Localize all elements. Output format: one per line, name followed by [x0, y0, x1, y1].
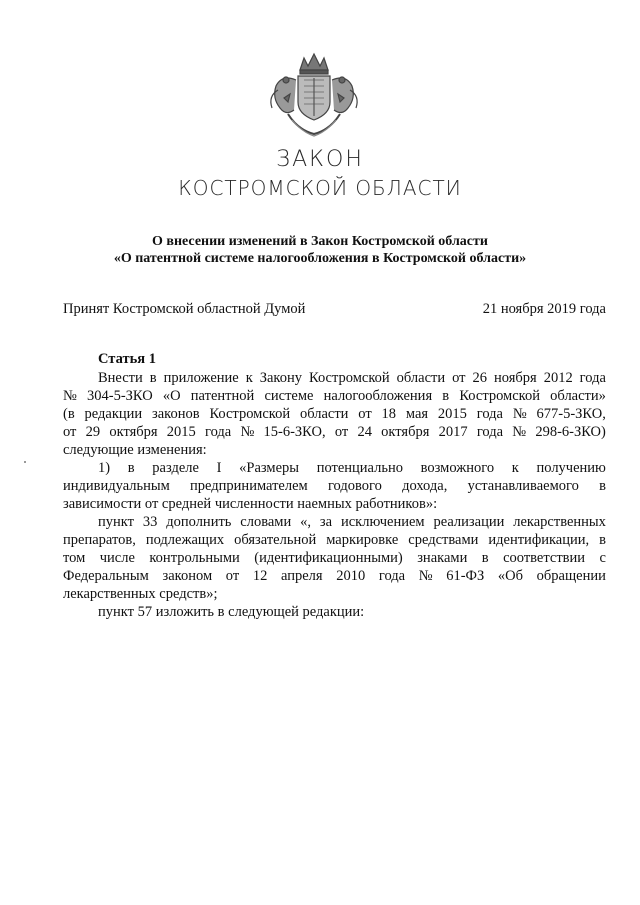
coat-of-arms-emblem	[258, 50, 370, 142]
article-heading: Статья 1	[98, 351, 156, 367]
article-line: Внести в приложение к Закону Костромской области от 26 ноября 2012 года	[98, 370, 606, 386]
article-line: следующие изменения:	[63, 442, 207, 458]
article-line: (в редакции законов Костромской области от 18 мая 2015 года № 677-5-ЗКО,	[63, 406, 606, 422]
region-title: КОСТРОМСКОЙ ОБЛАСТИ	[178, 176, 462, 200]
article-line: пункт 57 изложить в следующей редакции:	[98, 604, 365, 620]
article-line: от 29 октября 2015 года № 15-6-ЗКО, от 24 октября 2017 года № 298-6-ЗКО)	[63, 424, 606, 440]
adopted-by: Принят Костромской областной Думой	[63, 301, 306, 317]
article-line: препаратов, подлежащих обязательной маркировке средствами идентификации, в	[63, 532, 606, 548]
article-line: индивидуальным предпринимателем годового дохода, устанавливаемого в	[63, 478, 606, 494]
article-line: 1) в разделе I «Размеры потенциально возможного к получению	[98, 460, 606, 476]
article-line: Федеральным законом от 12 апреля 2010 года № 61-ФЗ «Об обращении	[63, 568, 606, 584]
subject-line-1: О внесении изменений в Закон Костромской области	[152, 234, 488, 249]
article-line: пункт 33 дополнить словами «, за исключением реализации лекарственных	[98, 514, 606, 530]
adoption-date: 21 ноября 2019 года	[482, 301, 606, 317]
article-line: лекарственных средств»;	[63, 586, 218, 602]
scan-speck	[24, 461, 26, 463]
subject-line-2: «О патентной системе налогообложения в Костромской области»	[113, 251, 527, 266]
article-line: № 304-5-ЗКО «О патентной системе налогообложения в Костромской области»	[63, 388, 606, 404]
law-title: ЗАКОН	[276, 147, 364, 172]
article-line: том числе контрольными (идентификационными) знаками в соответствии с	[63, 550, 606, 566]
article-line: зависимости от средней численности наемных работников»:	[63, 496, 438, 512]
